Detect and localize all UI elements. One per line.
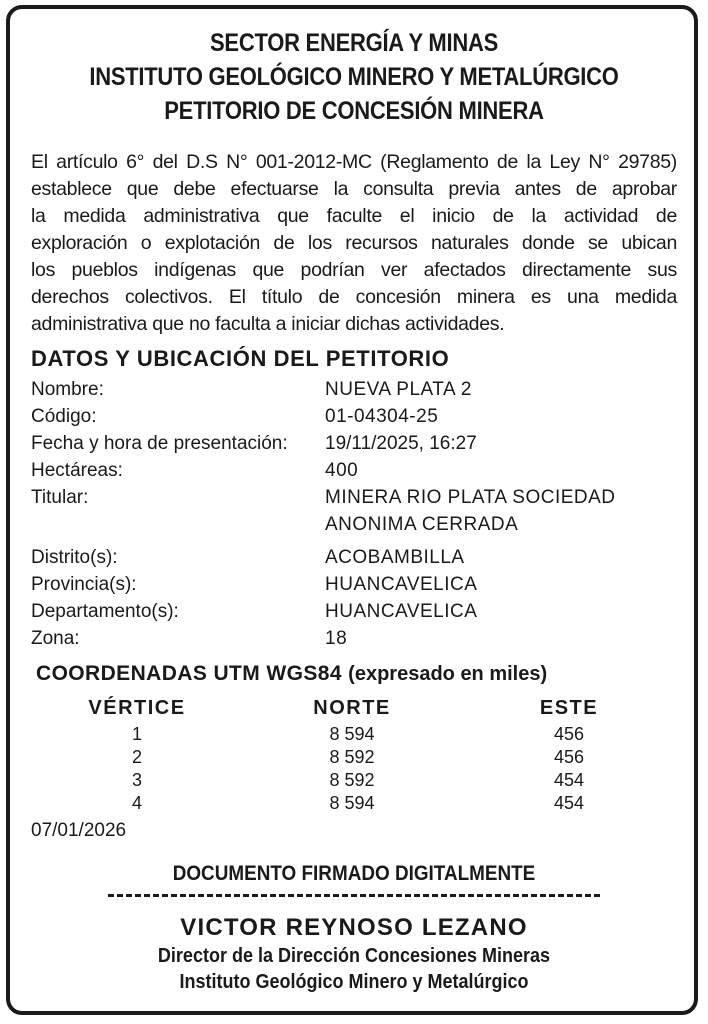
column-header-vertice: VÉRTICE bbox=[88, 697, 186, 719]
field-label: Titular: bbox=[31, 487, 89, 508]
table-row bbox=[0, 792, 708, 815]
coordinates-header bbox=[0, 697, 708, 723]
signature-divider bbox=[108, 894, 600, 897]
field-value: NUEVA PLATA 2 bbox=[325, 379, 472, 400]
field-value: 18 bbox=[325, 628, 348, 649]
field-label: Departamento(s): bbox=[31, 601, 179, 622]
field-zona bbox=[31, 625, 691, 652]
header-institute: INSTITUTO GEOLÓGICO MINERO Y METALÚRGICO bbox=[89, 63, 619, 91]
header-document-type: PETITORIO DE CONCESIÓN MINERA bbox=[164, 97, 544, 125]
intro-line: establece que debe efectuarse la consulta previa antes de aprobar bbox=[31, 178, 677, 200]
field-label: Código: bbox=[31, 406, 97, 427]
notice-header bbox=[0, 26, 708, 128]
datos-list bbox=[31, 376, 691, 652]
cell-vertice: 1 bbox=[131, 724, 143, 744]
field-fecha bbox=[31, 430, 691, 457]
signer-institution: Instituto Geológico Minero y Metalúrgico bbox=[179, 971, 529, 993]
intro-line: derechos colectivos. El título de concesión minera es una medida bbox=[31, 286, 677, 308]
header-sector: SECTOR ENERGÍA Y MINAS bbox=[209, 29, 498, 57]
table-row bbox=[0, 723, 708, 746]
cell-vertice: 4 bbox=[131, 793, 143, 813]
field-provincia bbox=[31, 571, 691, 598]
field-label: Zona: bbox=[31, 628, 80, 649]
table-row bbox=[0, 769, 708, 792]
field-value: 01-04304-25 bbox=[325, 406, 439, 427]
cell-norte: 8 594 bbox=[329, 724, 375, 744]
field-value: ACOBAMBILLA bbox=[325, 547, 465, 568]
cell-este: 454 bbox=[553, 770, 585, 790]
field-value: HUANCAVELICA bbox=[325, 601, 478, 622]
intro-line: El artículo 6° del D.S N° 001-2012-MC (Reglamento de la Ley N° 29785) bbox=[31, 151, 677, 173]
section-title-coordenadas bbox=[36, 662, 547, 686]
coordinates-table bbox=[0, 697, 708, 815]
field-value: 19/11/2025, 16:27 bbox=[325, 433, 477, 454]
field-departamento bbox=[31, 598, 691, 625]
publication-date: 07/01/2026 bbox=[31, 820, 127, 841]
cell-este: 456 bbox=[553, 724, 585, 744]
section-title-datos: DATOS Y UBICACIÓN DEL PETITORIO bbox=[31, 346, 450, 371]
field-value: 400 bbox=[325, 460, 359, 481]
signer-role: Director de la Dirección Concesiones Mineras bbox=[157, 945, 551, 967]
field-codigo bbox=[31, 403, 691, 430]
cell-vertice: 3 bbox=[131, 770, 143, 790]
field-value: MINERA RIO PLATA SOCIEDAD bbox=[325, 487, 616, 508]
field-value: ANONIMA CERRADA bbox=[325, 514, 519, 535]
field-label: Provincia(s): bbox=[31, 574, 137, 595]
coordenadas-subtitle: (expresado en miles) bbox=[348, 663, 548, 685]
cell-norte: 8 592 bbox=[329, 747, 375, 767]
intro-line: exploración o explotación de los recursos naturales donde se ubican bbox=[31, 232, 677, 254]
intro-line: la medida administrativa que faculte el inicio de la actividad de bbox=[31, 205, 677, 227]
signer-name: VICTOR REYNOSO LEZANO bbox=[180, 914, 528, 941]
field-label: Hectáreas: bbox=[31, 460, 123, 481]
cell-norte: 8 594 bbox=[329, 793, 375, 813]
column-header-norte: NORTE bbox=[313, 697, 391, 719]
cell-este: 454 bbox=[553, 793, 585, 813]
field-label: Distrito(s): bbox=[31, 547, 118, 568]
cell-norte: 8 592 bbox=[329, 770, 375, 790]
field-label: Nombre: bbox=[31, 379, 104, 400]
digital-signature-note: DOCUMENTO FIRMADO DIGITALMENTE bbox=[172, 862, 536, 885]
coordenadas-title: COORDENADAS UTM WGS84 bbox=[36, 662, 342, 685]
field-hectareas bbox=[31, 457, 691, 484]
field-label: Fecha y hora de presentación: bbox=[31, 433, 288, 454]
cell-vertice: 2 bbox=[131, 747, 143, 767]
cell-este: 456 bbox=[553, 747, 585, 767]
field-titular bbox=[31, 484, 691, 539]
field-distrito bbox=[31, 544, 691, 571]
intro-line: administrativa que no faculta a iniciar dichas actividades. bbox=[31, 313, 505, 335]
field-value: HUANCAVELICA bbox=[325, 574, 478, 595]
field-nombre bbox=[31, 376, 691, 403]
column-header-este: ESTE bbox=[539, 697, 599, 719]
intro-line: los pueblos indígenas que podrían ver afectados directamente sus bbox=[31, 259, 677, 281]
intro-paragraph bbox=[31, 149, 677, 338]
table-row bbox=[0, 746, 708, 769]
